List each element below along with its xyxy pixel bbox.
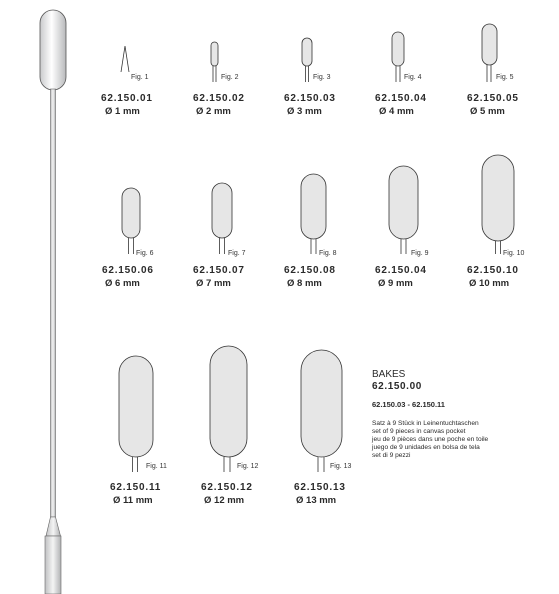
diameter-value xyxy=(287,106,322,117)
description-line: juego de 9 unidades en bolsa de tela xyxy=(372,444,480,451)
dilator-head-13 xyxy=(301,350,342,457)
fig-label: Fig. 5 xyxy=(496,74,514,81)
diameter-value xyxy=(287,278,322,289)
instrument-taper xyxy=(46,517,61,536)
article-code: 62.150.05 xyxy=(467,93,519,104)
dilator-head-6 xyxy=(122,188,140,238)
diameter-value xyxy=(113,495,153,506)
diameter-size: 6 mm xyxy=(115,278,140,289)
dilator-head-3 xyxy=(302,38,312,66)
article-code: 62.150.04 xyxy=(375,265,427,276)
fig-label: Fig. 7 xyxy=(228,250,246,257)
article-code: 62.150.01 xyxy=(101,93,153,104)
diameter-size: 13 mm xyxy=(306,495,337,506)
dilator-head-7 xyxy=(212,183,232,238)
dilator-head-1 xyxy=(121,46,129,72)
article-code: 62.150.06 xyxy=(102,265,154,276)
fig-label: Fig. 10 xyxy=(503,250,525,257)
dilator-head-5 xyxy=(482,24,497,65)
diameter-symbol: Ø xyxy=(196,278,204,289)
article-code: 62.150.03 xyxy=(284,93,336,104)
diameter-symbol: Ø xyxy=(204,495,212,506)
article-code: 62.150.07 xyxy=(193,265,245,276)
fig-label: Fig. 11 xyxy=(146,463,167,470)
dilator-head-12 xyxy=(210,346,247,457)
article-code: 62.150.04 xyxy=(375,93,427,104)
article-code: 62.150.13 xyxy=(294,482,346,493)
diameter-value xyxy=(196,106,231,117)
diameter-symbol: Ø xyxy=(470,106,478,117)
description-line: set of 9 pieces in canvas pocket xyxy=(372,428,466,435)
description-line: jeu de 9 pièces dans une poche en toile xyxy=(372,436,489,443)
diameter-value xyxy=(105,278,140,289)
diameter-symbol: Ø xyxy=(287,278,295,289)
fig-label: Fig. 3 xyxy=(313,74,331,81)
diameter-value xyxy=(296,495,336,506)
diameter-symbol: Ø xyxy=(113,495,121,506)
diameter-value xyxy=(470,106,505,117)
dilator-head-10 xyxy=(482,155,514,241)
diameter-symbol: Ø xyxy=(287,106,295,117)
article-code: 62.150.02 xyxy=(193,93,245,104)
diameter-value xyxy=(379,106,414,117)
diameter-size: 2 mm xyxy=(206,106,231,117)
diameter-size: 1 mm xyxy=(115,106,140,117)
fig-label: Fig. 1 xyxy=(131,74,149,81)
diameter-symbol: Ø xyxy=(378,278,386,289)
fig-label: Fig. 13 xyxy=(330,463,352,470)
fig-label: Fig. 4 xyxy=(404,74,422,81)
description-line: Satz à 9 Stück in Leinentuchtaschen xyxy=(372,420,479,427)
instrument-tip xyxy=(40,10,66,90)
diameter-size: 10 mm xyxy=(479,278,510,289)
diameter-size: 7 mm xyxy=(206,278,231,289)
instrument-handle xyxy=(45,536,61,594)
diameter-size: 4 mm xyxy=(389,106,414,117)
article-code: 62.150.10 xyxy=(467,265,519,276)
dilator-head-11 xyxy=(119,356,153,457)
article-code: 62.150.08 xyxy=(284,265,336,276)
set-code: 62.150.00 xyxy=(372,381,422,392)
article-code: 62.150.12 xyxy=(201,482,253,493)
set-description xyxy=(372,420,488,460)
diameter-symbol: Ø xyxy=(469,278,477,289)
description-line: set di 9 pezzi xyxy=(372,452,411,459)
diameter-size: 12 mm xyxy=(214,495,245,506)
diameter-value xyxy=(204,495,244,506)
article-code: 62.150.11 xyxy=(110,482,162,493)
set-range: 62.150.03 - 62.150.11 xyxy=(372,400,445,409)
fig-label: Fig. 9 xyxy=(411,250,429,257)
diameter-symbol: Ø xyxy=(105,278,113,289)
diameter-value xyxy=(469,278,509,289)
fig-label: Fig. 12 xyxy=(237,463,259,470)
dilator-instrument xyxy=(40,10,66,594)
diameter-value xyxy=(378,278,413,289)
diameter-value xyxy=(105,106,140,117)
diameter-value xyxy=(196,278,231,289)
set-title: BAKES xyxy=(372,369,406,380)
diameter-size: 3 mm xyxy=(297,106,322,117)
dilator-head-9 xyxy=(389,166,418,239)
dilator-head-4 xyxy=(392,32,404,66)
diameter-size: 11 mm xyxy=(123,495,153,506)
diameter-size: 5 mm xyxy=(480,106,505,117)
diameter-size: 9 mm xyxy=(388,278,413,289)
diameter-symbol: Ø xyxy=(296,495,304,506)
diameter-symbol: Ø xyxy=(105,106,113,117)
instrument-shaft xyxy=(51,89,56,517)
fig-label: Fig. 8 xyxy=(319,250,337,257)
diameter-symbol: Ø xyxy=(196,106,204,117)
diameter-symbol: Ø xyxy=(379,106,387,117)
dilator-head-2 xyxy=(211,42,218,66)
fig-label: Fig. 2 xyxy=(221,74,239,81)
fig-label: Fig. 6 xyxy=(136,250,154,257)
diameter-size: 8 mm xyxy=(297,278,322,289)
dilator-head-8 xyxy=(301,174,326,239)
